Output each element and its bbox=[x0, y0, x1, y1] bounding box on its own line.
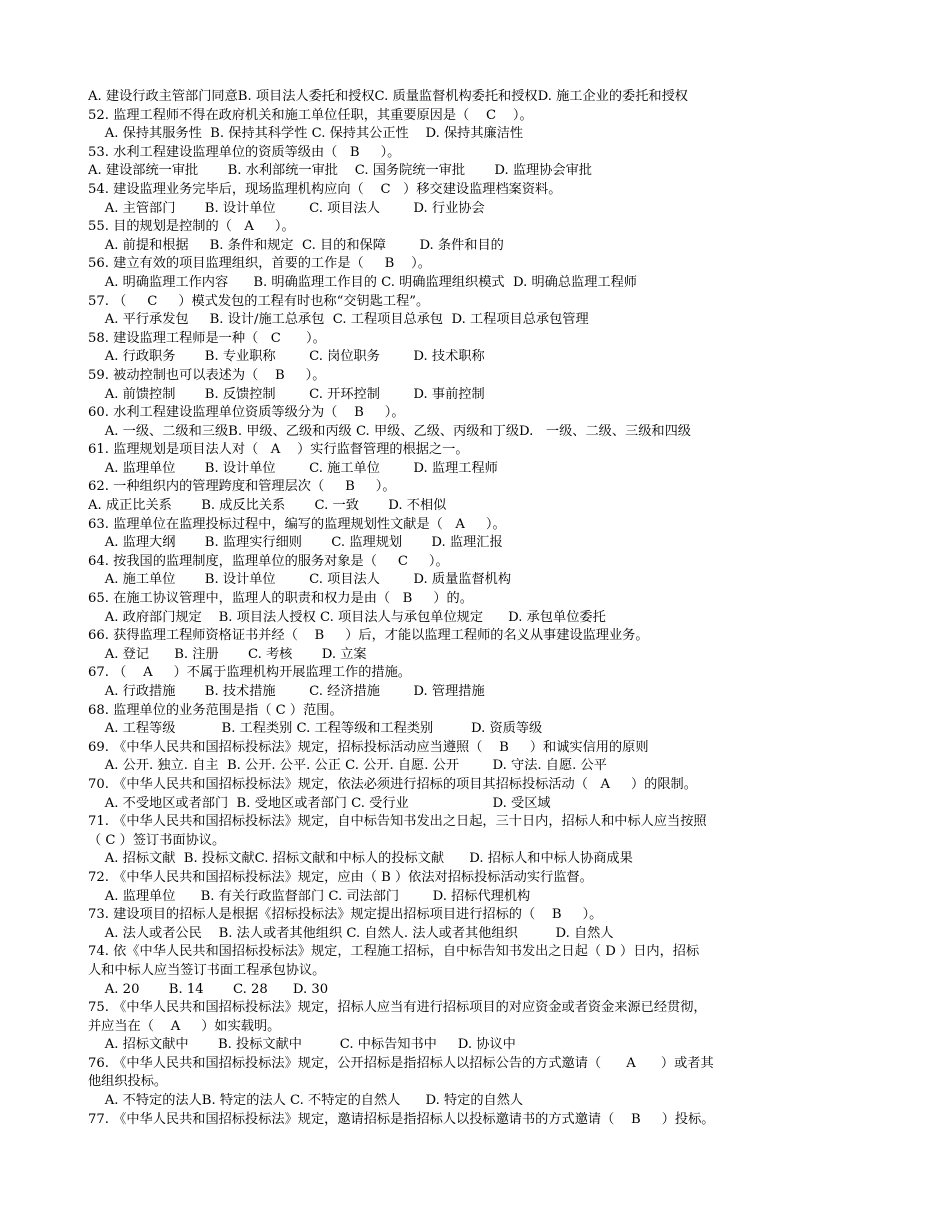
text-line: 并应当在（ A ）如实载明。 bbox=[88, 1018, 281, 1034]
text-line: 63. 监理单位在监理投标过程中，编写的监理规划性文献是（ A ）。 bbox=[88, 516, 506, 532]
text-line: A. 建设行政主管部门同意B. 项目法人委托和授权C. 质量监督机构委托和授权D. 施工企业的委托和授权 bbox=[88, 89, 688, 104]
text-line: A. 成正比关系 B. 成反比关系 C. 一致 D. 不相似 bbox=[88, 498, 447, 514]
text-line: A. 公开. 独立. 自主 B. 公开. 公平. 公正 C. 公开. 自愿. 公开 D. 守法. 自愿. 公平 bbox=[88, 758, 607, 774]
text-line: 75. 《中华人民共和国招标投标法》规定，招标人应当有进行招标项目的对应资金或者资金来源已经贯彻， bbox=[88, 1000, 707, 1016]
text-line: 69. 《中华人民共和国招标投标法》规定，招标投标活动应当遵照（ B ）和诚实信用的原则 bbox=[88, 739, 649, 755]
text-line: A. 一级、二级和三级B. 甲级、乙级和丙级 C. 甲级、乙级、丙级和丁级D. 一级、二级、三级和四级 bbox=[88, 423, 691, 439]
text-line: A. 保持其服务性 B. 保持其科学性 C. 保持其公正性 D. 保持其廉洁性 bbox=[88, 126, 524, 142]
text-line: 68. 监理单位的业务范围是指（ C ）范围。 bbox=[88, 702, 343, 718]
text-line: 74. 依《中华人民共和国招标投标法》规定，工程施工招标，自中标告知书发出之日起（ D ）日内，招标 bbox=[88, 944, 700, 960]
text-line: A. 招标文献中 B. 投标文献中 C. 中标告知书中 D. 协议中 bbox=[88, 1037, 516, 1053]
text-line: A. 监理大纲 B. 监理实行细则 C. 监理规划 D. 监理汇报 bbox=[88, 535, 503, 551]
text-line: 人和中标人应当签订书面工程承包协议。 bbox=[88, 962, 326, 978]
text-line: A. 法人或者公民 B. 法人或者其他组织 C. 自然人. 法人或者其他组织 D. 自然人 bbox=[88, 925, 614, 941]
text-line: 71. 《中华人民共和国招标投标法》规定，自中标告知书发出之日起，三十日内，招标人和中标人应当按照 bbox=[88, 814, 707, 830]
text-line: （ C ）签订书面协议。 bbox=[88, 832, 226, 848]
text-line: 59. 被动控制也可以表述为（ B ）。 bbox=[88, 367, 326, 383]
text-line: 70. 《中华人民共和国招标投标法》规定，依法必须进行招标的项目其招标投标活动（ A ）的限制。 bbox=[88, 776, 697, 792]
text-line: 64. 按我国的监理制度，监理单位的服务对象是（ C ）。 bbox=[88, 553, 449, 569]
text-line: A. 工程等级 B. 工程类别 C. 工程等级和工程类别 D. 资质等级 bbox=[88, 721, 543, 737]
text-line: A. 招标文献 B. 投标文献C. 招标文献和中标人的投标文献 D. 招标人和中标人协商成果 bbox=[88, 851, 633, 867]
text-line: 66. 获得监理工程师资格证书并经（ B ）后，才能以监理工程师的名义从事建设监理业务。 bbox=[88, 628, 649, 644]
text-line: 52. 监理工程师不得在政府机关和施工单位任职，其重要原因是（ C ）。 bbox=[88, 107, 533, 123]
text-line: A. 政府部门规定 B. 项目法人授权 C. 项目法人与承包单位规定 D. 承包单位委托 bbox=[88, 609, 606, 625]
text-line: 53. 水利工程建设监理单位的资质等级由（ B ）。 bbox=[88, 144, 401, 160]
text-line: A. 行政措施 B. 技术措施 C. 经济措施 D. 管理措施 bbox=[88, 684, 485, 699]
text-line: A. 监理单位 B. 有关行政监督部门 C. 司法部门 D. 招标代理机构 bbox=[88, 888, 531, 904]
text-line: A. 20 B. 14 C. 28 D. 30 bbox=[88, 981, 329, 997]
text-line: A. 主管部门 B. 设计单位 C. 项目法人 D. 行业协会 bbox=[88, 200, 485, 216]
text-line: A. 平行承发包 B. 设计/施工总承包 C. 工程项目总承包 D. 工程项目总承包管理 bbox=[88, 312, 589, 328]
text-line: A. 登记 B. 注册 C. 考核 D. 立案 bbox=[88, 646, 367, 662]
text-line: 58. 建设监理工程师是一种（ C ）。 bbox=[88, 330, 326, 346]
text-line: A. 监理单位 B. 设计单位 C. 施工单位 D. 监理工程师 bbox=[88, 460, 498, 476]
text-line: 61. 监理规划是项目法人对（ A ）实行监督管理的根据之一。 bbox=[88, 442, 469, 458]
text-line: 72. 《中华人民共和国招标投标法》规定，应由（ B ）依法对招标投标活动实行监督。 bbox=[88, 869, 593, 885]
text-line: 67. （ A ）不属于监理机构开展监理工作的措施。 bbox=[88, 665, 411, 681]
text-line: 62. 一种组织内的管理跨度和管理层次（ B ）。 bbox=[88, 479, 396, 495]
text-line: A. 前提和根据 B. 条件和规定 C. 目的和保障 D. 条件和目的 bbox=[88, 237, 504, 253]
document-page bbox=[88, 88, 868, 1129]
text-line: A. 明确监理工作内容 B. 明确监理工作目的 C. 明确监理组织模式 D. 明确总监理工程师 bbox=[88, 274, 637, 290]
text-line: 65. 在施工协议管理中，监理人的职责和权力是由（ B ）的。 bbox=[88, 591, 473, 607]
text-line: 54. 建设监理业务完毕后，现场监理机构应向（ C ）移交建设监理档案资料。 bbox=[88, 181, 562, 197]
text-line: 他组织投标。 bbox=[88, 1074, 168, 1090]
text-line: 56. 建立有效的项目监理组织，首要的工作是（ B ）。 bbox=[88, 256, 431, 272]
text-line: 60. 水利工程建设监理单位资质等级分为（ B ）。 bbox=[88, 405, 405, 421]
text-line: 76. 《中华人民共和国招标投标法》规定，公开招标是指招标人以招标公告的方式邀请（ A ）或者其 bbox=[88, 1055, 714, 1071]
text-line: 77. 《中华人民共和国招标投标法》规定，邀请招标是指招标人以投标邀请书的方式邀请（ B ）投标。 bbox=[88, 1111, 715, 1127]
text-line: A. 行政职务 B. 专业职称 C. 岗位职务 D. 技术职称 bbox=[88, 349, 485, 365]
text-line: A. 不特定的法人B. 特定的法人 C. 不特定的自然人 D. 特定的自然人 bbox=[88, 1093, 524, 1109]
text-line: 57. （ C ）模式发包的工程有时也称“交钥匙工程”。 bbox=[88, 293, 430, 309]
text-line: A. 前馈控制 B. 反馈控制 C. 开环控制 D. 事前控制 bbox=[88, 386, 485, 402]
text-line: A. 不受地区或者部门 B. 受地区或者部门 C. 受行业 D. 受区域 bbox=[88, 795, 551, 811]
text-line: 73. 建设项目的招标人是根据《招标投标法》规定提出招标项目进行招标的（ B ）。 bbox=[88, 907, 603, 923]
text-line: 55. 目的规划是控制的（ A ）。 bbox=[88, 219, 295, 235]
text-line: A. 建设部统一审批 B. 水利部统一审批 C. 国务院统一审批 D. 监理协会审批 bbox=[88, 163, 592, 179]
text-line: A. 施工单位 B. 设计单位 C. 项目法人 D. 质量监督机构 bbox=[88, 572, 512, 588]
